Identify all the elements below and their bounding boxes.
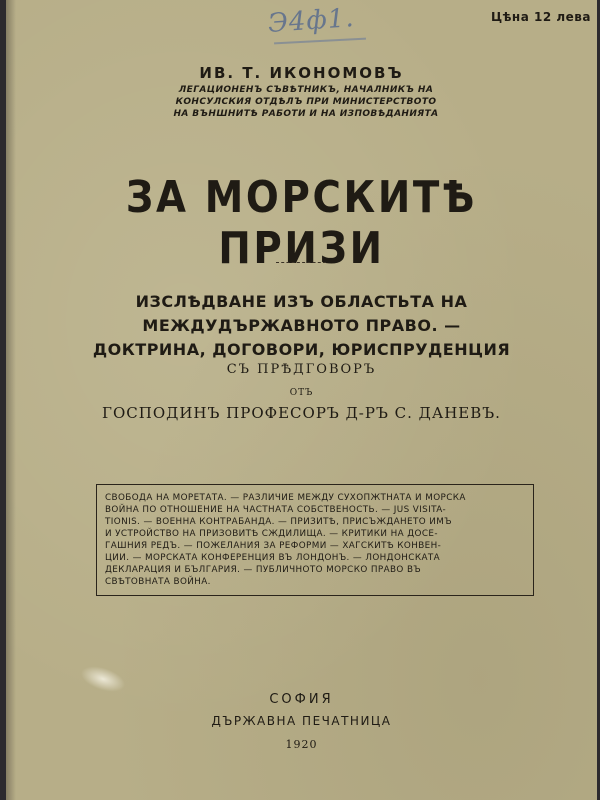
contents-text: СВОБОДА НА МОРЕТАТА. — РАЗЛИЧИЕ МЕЖДУ СУХОПЖТНАТА И МОРСКА ВОЙНА ПО ОТНОШЕНИЕ НА ЧАСТНАТА СОБСТВЕНОСТЬ. — JUS VISITA- TIONIS. — ВОЕННА КОНТРАБАНДА. — ПРИЗИТѢ, ПРИСЪЖДАНЕТО ИМЪ И УСТРОЙСТВО НА ПРИЗОВИТѢ СЖДИЛИЩА. — КРИТИКИ НА ДОСЕ- ГАШНИЯ РЕДЪ. — ПОЖЕЛАНИЯ ЗА РЕФОРМИ — ХАГСКИТѢ КОНВЕН- ЦИИ. — МОРСКАТА КОНФЕРЕНЦИЯ ВЪ ЛОНДОНЪ. — ЛОНДОНСКАТА ДЕКЛАРАЦИЯ И БЪЛГАРИЯ. — ПУБЛИЧНОТО МОРСКО ПРАВО ВЪ СВѢТОВНАТА ВОЙНА. [105,493,466,587]
price-label: Цѣна 12 лева [490,10,591,24]
imprint-year: 1920 [285,738,318,751]
foreword-label: СЪ ПРѢДГОВОРЪ [226,362,377,377]
foreword-from: ОТЪ [289,388,314,398]
contents-box [96,484,534,596]
imprint-publisher: ДЪРЖАВНА ПЕЧАТНИЦА [211,714,392,728]
book-title: ЗА МОРСКИТѢ ПРИЗИ [125,172,478,274]
author-name: ИВ. Т. ИКОНОМОВЪ [199,64,404,82]
book-subtitle: ИЗСЛѢДВАНЕ ИЗЪ ОБЛАСТЬТА НА МЕЖДУДЪРЖАВНОТО ПРАВО. — ДОКТРИНА, ДОГОВОРИ, ЮРИСПРУДЕНЦИЯ [92,292,511,359]
page-edge-shadow [6,0,16,800]
foreword-author: ГОСПОДИНЪ ПРОФЕСОРЪ Д-РЪ С. ДАНЕВЪ. [102,404,501,422]
book-cover-page [6,0,597,800]
title-separator [276,262,326,263]
handwritten-note: Э4ф1. [267,3,356,39]
author-description: ЛЕГАЦИОНЕНЪ СЪВѢТНИКЪ, НАЧАЛНИКЪ НА КОНСУЛСКИЯ ОТДѢЛЪ ПРИ МИНИСТЕРСТВОТО НА ВЪНШНИТѢ РАБОТИ И НА ИЗПОВѢДАНИЯТА [173,85,439,119]
imprint-place: СОФИЯ [269,692,334,707]
handwritten-underline [274,38,366,45]
